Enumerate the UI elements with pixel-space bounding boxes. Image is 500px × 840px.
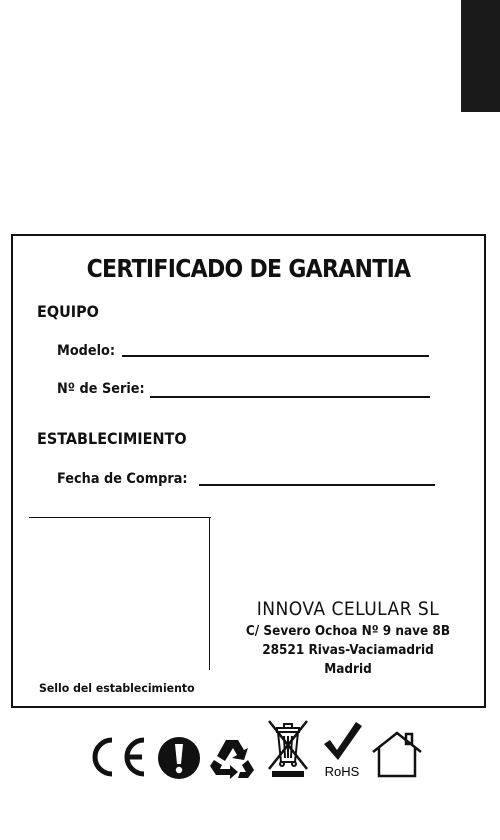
ce-mark-icon	[86, 736, 150, 778]
certificate-title: CERTIFICADO DE GARANTIA	[86, 254, 411, 283]
modelo-field[interactable]	[122, 355, 429, 357]
establecimiento-heading: ESTABLECIMIENTO	[37, 429, 187, 448]
indoor-house-icon	[370, 730, 424, 778]
fecha-compra-label: Fecha de Compra:	[57, 471, 188, 487]
recycle-icon	[208, 736, 256, 780]
serie-field[interactable]	[150, 396, 430, 398]
company-name: INNOVA CELULAR SL	[256, 598, 440, 620]
fecha-compra-field[interactable]	[199, 484, 435, 486]
warning-exclamation-icon	[157, 736, 201, 780]
company-region: Madrid	[324, 662, 372, 677]
equipo-heading: EQUIPO	[37, 302, 99, 321]
stamp-box-top-border	[29, 517, 211, 518]
compliance-icons	[0, 716, 500, 780]
weee-crossed-bin-icon	[266, 718, 310, 778]
company-address: C/ Severo Ochoa Nº 9 nave 8B	[245, 624, 451, 639]
modelo-label: Modelo:	[57, 343, 116, 359]
rohs-check-icon	[318, 720, 366, 778]
serie-label: Nº de Serie:	[57, 381, 145, 397]
company-city: 28521 Rivas-Vaciamadrid	[262, 643, 434, 658]
stamp-caption: Sello del establecimiento	[39, 681, 195, 695]
rohs-label: RoHS	[324, 764, 360, 778]
side-tab-marker	[461, 0, 500, 112]
warranty-certificate	[11, 234, 486, 708]
stamp-box-side-border	[209, 517, 210, 670]
